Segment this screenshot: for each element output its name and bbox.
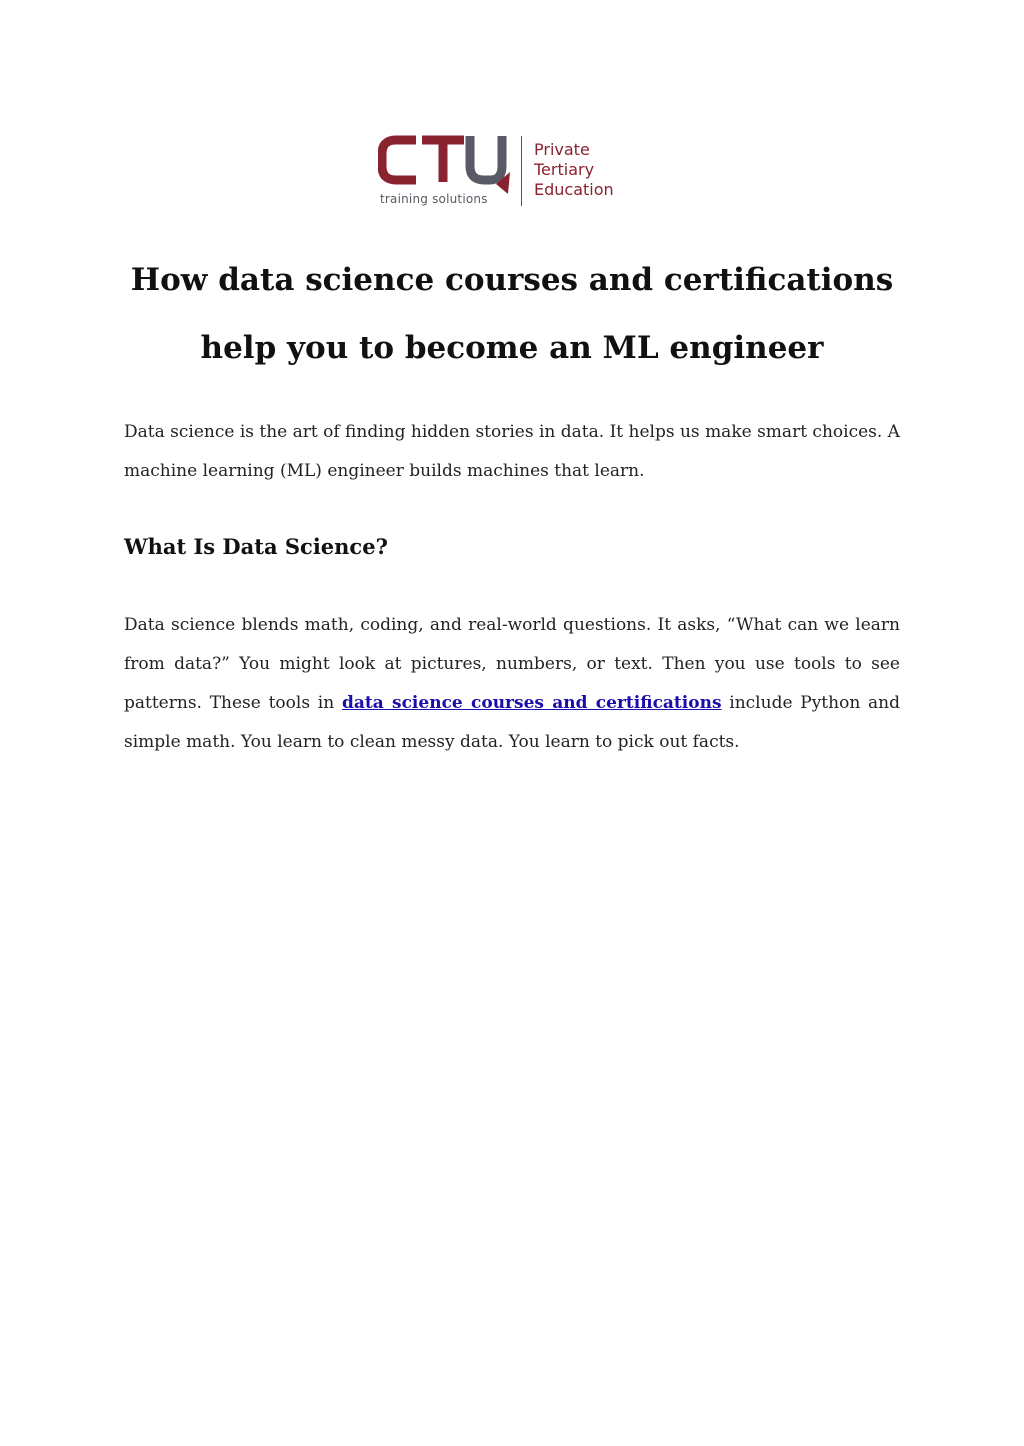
page-title-line-1: How data science courses and certifications (130, 262, 894, 298)
courses-link[interactable]: data science courses and certifications (341, 693, 722, 713)
section-paragraph (124, 606, 900, 762)
logo-side-line: Tertiary (534, 160, 595, 179)
logo-side-line: Education (534, 180, 614, 199)
page-title-line-2: help you to become an ML engineer (200, 330, 824, 366)
logo-side-line: Private (534, 140, 590, 159)
ctu-logo (378, 132, 646, 212)
logo-side-text (534, 140, 614, 200)
section-text-before-link: Data science blends math, coding, and real-world questions. It asks, “What can we learn from data?” You might look at pictures, numbers, or text. Then you use tools to see patterns. These tools in (124, 615, 900, 713)
ctu-wordmark-logo (378, 132, 518, 194)
section-text-after-link: include Python and simple math. You learn to clean messy data. You learn to pick out facts. (124, 693, 900, 752)
section-heading: What Is Data Science? (124, 534, 388, 559)
logo-tagline: training solutions (380, 192, 488, 206)
intro-paragraph: Data science is the art of finding hidden stories in data. It helps us make smart choices. A machine learning (ML) engineer builds machines that learn. (124, 422, 900, 481)
logo-divider (521, 136, 522, 206)
